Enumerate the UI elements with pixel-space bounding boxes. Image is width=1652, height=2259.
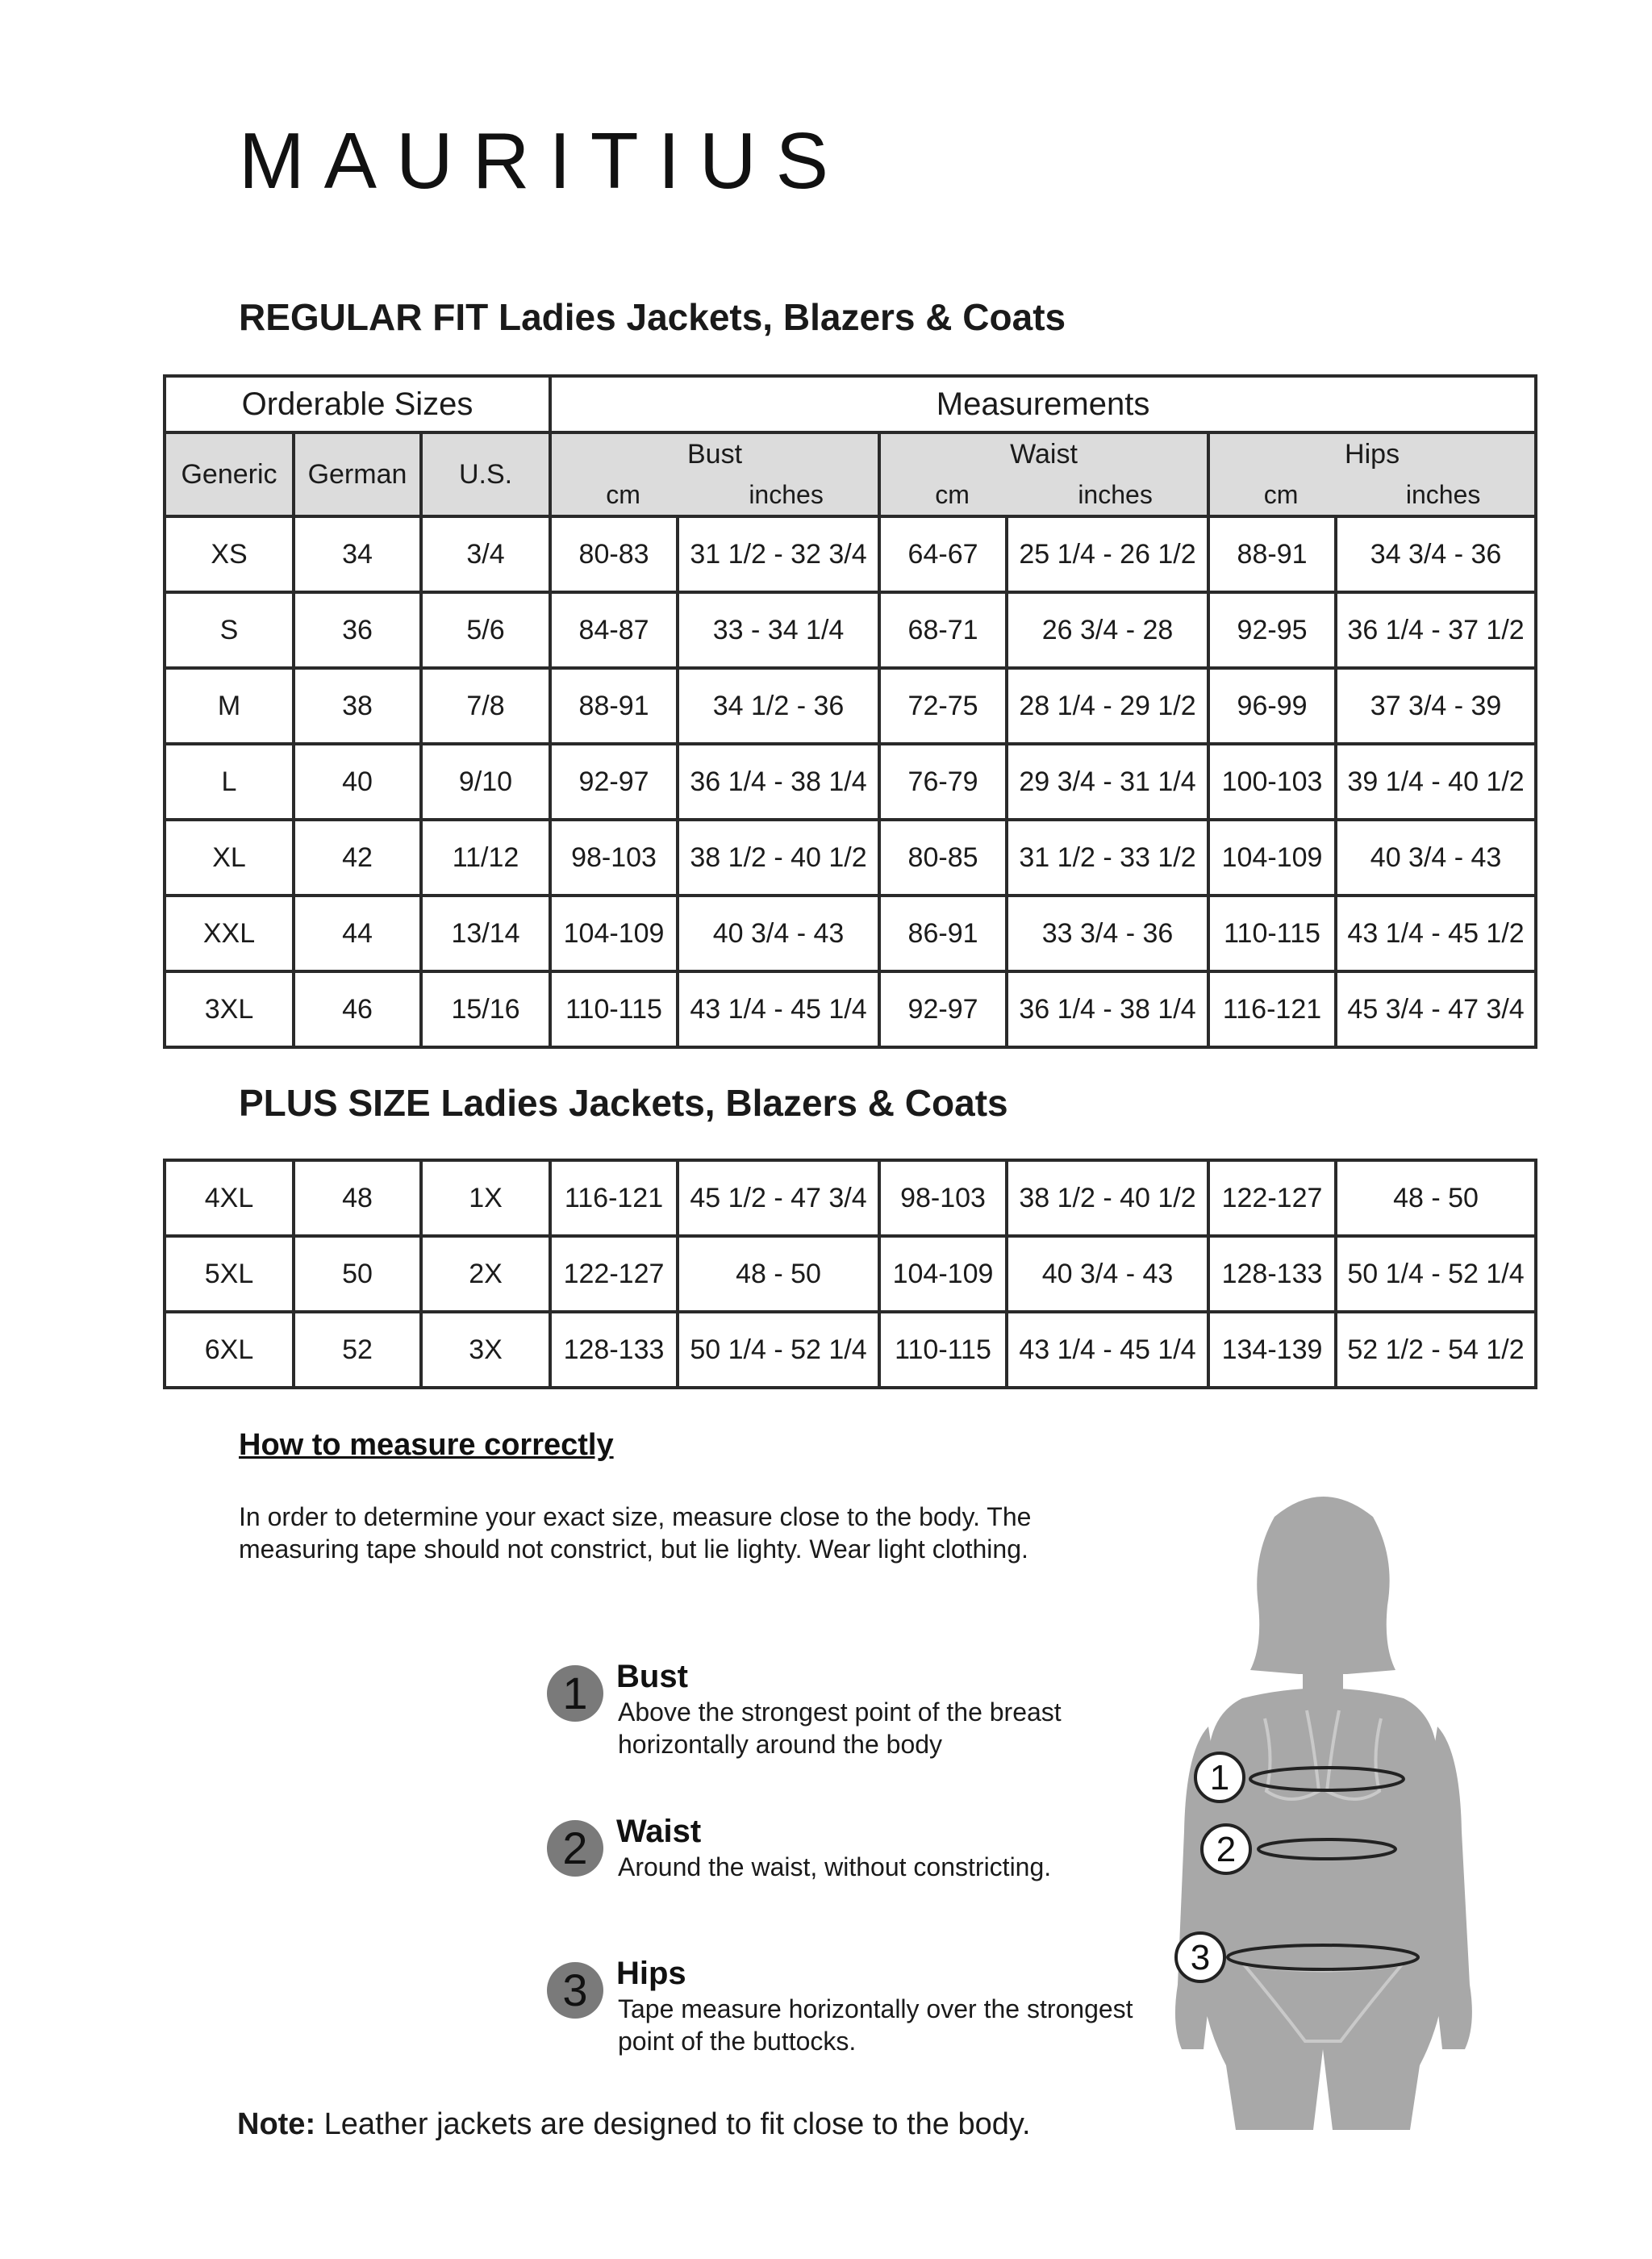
step-number-2: 2 [547, 1820, 603, 1877]
measurements-header: Measurements [550, 376, 1536, 432]
hips-cm-label: cm [1263, 480, 1299, 509]
step-title-waist: Waist [616, 1814, 702, 1849]
table-cell: 40 [294, 744, 421, 820]
table-cell: 5XL [165, 1236, 294, 1312]
hips-header [1208, 432, 1536, 516]
bust-cm-label: cm [606, 480, 640, 509]
table-cell: L [165, 744, 294, 820]
table-cell: 39 1/4 - 40 1/2 [1336, 744, 1536, 820]
table-cell: 25 1/4 - 26 1/2 [1007, 516, 1208, 592]
table-cell: 128-133 [550, 1312, 678, 1388]
table-cell: 122-127 [1208, 1160, 1336, 1236]
table-row [165, 971, 1536, 1047]
table-cell: 3/4 [421, 516, 550, 592]
brand-logo: MAURITIUS [239, 116, 848, 205]
table-cell: 52 [294, 1312, 421, 1388]
table-cell: 50 1/4 - 52 1/4 [678, 1312, 879, 1388]
table-cell: 34 1/2 - 36 [678, 668, 879, 744]
table-cell: XS [165, 516, 294, 592]
table-cell: 64-67 [879, 516, 1007, 592]
table-cell: 45 3/4 - 47 3/4 [1336, 971, 1536, 1047]
waist-cm-label: cm [935, 480, 970, 509]
step-title-bust: Bust [616, 1659, 688, 1694]
table-cell: 92-95 [1208, 592, 1336, 668]
table-row [165, 896, 1536, 971]
note-label: Note: [237, 2107, 316, 2141]
table-cell: 3XL [165, 971, 294, 1047]
table-cell: 42 [294, 820, 421, 896]
table-cell: 38 1/2 - 40 1/2 [678, 820, 879, 896]
leather-note [237, 2107, 1031, 2142]
bust-label: Bust [687, 439, 743, 470]
table-cell: 46 [294, 971, 421, 1047]
table-cell: 72-75 [879, 668, 1007, 744]
step-number-1: 1 [547, 1665, 603, 1722]
generic-header: Generic [165, 432, 294, 516]
figure-marker-1-label: 1 [1209, 1758, 1230, 1798]
table-cell: 116-121 [1208, 971, 1336, 1047]
table-cell: 37 3/4 - 39 [1336, 668, 1536, 744]
table-cell: 104-109 [550, 896, 678, 971]
table-cell: 43 1/4 - 45 1/4 [678, 971, 879, 1047]
table-cell: 6XL [165, 1312, 294, 1388]
table-cell: 26 3/4 - 28 [1007, 592, 1208, 668]
table-cell: 40 3/4 - 43 [1336, 820, 1536, 896]
table-cell: XXL [165, 896, 294, 971]
table-cell: 116-121 [550, 1160, 678, 1236]
table-row [165, 744, 1536, 820]
table-cell: 11/12 [421, 820, 550, 896]
table-cell: 36 1/4 - 38 1/4 [678, 744, 879, 820]
table-cell: 134-139 [1208, 1312, 1336, 1388]
table-cell: 48 [294, 1160, 421, 1236]
table-cell: 92-97 [879, 971, 1007, 1047]
table-cell: 68-71 [879, 592, 1007, 668]
table-row [165, 820, 1536, 896]
bust-inches-label: inches [749, 480, 824, 509]
table-cell: 88-91 [1208, 516, 1336, 592]
table-cell: M [165, 668, 294, 744]
table-cell: 110-115 [1208, 896, 1336, 971]
table-cell: 92-97 [550, 744, 678, 820]
table-cell: 84-87 [550, 592, 678, 668]
table-cell: 2X [421, 1236, 550, 1312]
table-cell: 50 [294, 1236, 421, 1312]
table-cell: 1X [421, 1160, 550, 1236]
table-cell: XL [165, 820, 294, 896]
hips-inches-label: inches [1405, 480, 1481, 509]
table-cell: 40 3/4 - 43 [678, 896, 879, 971]
table-cell: 4XL [165, 1160, 294, 1236]
figure-marker-3-label: 3 [1190, 1938, 1211, 1977]
hips-label: Hips [1345, 439, 1400, 470]
step-number-3: 3 [547, 1962, 603, 2019]
table-cell: 36 1/4 - 38 1/4 [1007, 971, 1208, 1047]
table-row [165, 1160, 1536, 1236]
note-text: Leather jackets are designed to fit close to the body. [315, 2107, 1031, 2141]
table-cell: 100-103 [1208, 744, 1336, 820]
table-cell: 36 1/4 - 37 1/2 [1336, 592, 1536, 668]
table-cell: 110-115 [879, 1312, 1007, 1388]
table-cell: 44 [294, 896, 421, 971]
table-cell: 34 3/4 - 36 [1336, 516, 1536, 592]
table-cell: 88-91 [550, 668, 678, 744]
regular-size-table [163, 374, 1537, 1049]
bust-header [550, 432, 879, 516]
table-cell: 122-127 [550, 1236, 678, 1312]
table-cell: 36 [294, 592, 421, 668]
table-cell: 33 - 34 1/4 [678, 592, 879, 668]
table-cell: 104-109 [879, 1236, 1007, 1312]
table-row [165, 1236, 1536, 1312]
table-cell: 98-103 [879, 1160, 1007, 1236]
waist-label: Waist [1010, 439, 1078, 470]
table-cell: 31 1/2 - 32 3/4 [678, 516, 879, 592]
table-cell: 43 1/4 - 45 1/2 [1336, 896, 1536, 971]
table-cell: 98-103 [550, 820, 678, 896]
table-cell: 3X [421, 1312, 550, 1388]
table-cell: 80-85 [879, 820, 1007, 896]
table-cell: 43 1/4 - 45 1/4 [1007, 1312, 1208, 1388]
table-cell: 104-109 [1208, 820, 1336, 896]
table-cell: 13/14 [421, 896, 550, 971]
table-row [165, 668, 1536, 744]
plus-size-table [163, 1159, 1537, 1389]
table-cell: 40 3/4 - 43 [1007, 1236, 1208, 1312]
table-row [165, 592, 1536, 668]
table-cell: 28 1/4 - 29 1/2 [1007, 668, 1208, 744]
table-cell: 96-99 [1208, 668, 1336, 744]
waist-inches-label: inches [1078, 480, 1153, 509]
table-cell: 52 1/2 - 54 1/2 [1336, 1312, 1536, 1388]
table-cell: 38 [294, 668, 421, 744]
table-cell: 48 - 50 [1336, 1160, 1536, 1236]
step-title-hips: Hips [616, 1956, 686, 1991]
table-cell: 33 3/4 - 36 [1007, 896, 1208, 971]
table-cell: 86-91 [879, 896, 1007, 971]
german-header: German [294, 432, 421, 516]
us-header: U.S. [421, 432, 550, 516]
table-cell: 29 3/4 - 31 1/4 [1007, 744, 1208, 820]
table-row [165, 516, 1536, 592]
figure-marker-2-label: 2 [1216, 1830, 1237, 1869]
step-desc-bust: Above the strongest point of the breast horizontally around the body [618, 1697, 1062, 1759]
table-cell: 31 1/2 - 33 1/2 [1007, 820, 1208, 896]
measure-intro-text: In order to determine your exact size, measure close to the body. The measuring tape should not constrict, but lie lighty. Wear light clothing. [239, 1502, 1032, 1564]
table-cell: 7/8 [421, 668, 550, 744]
table-cell: 15/16 [421, 971, 550, 1047]
table-row [165, 1312, 1536, 1388]
plus-size-title: PLUS SIZE Ladies Jackets, Blazers & Coats [239, 1082, 1008, 1124]
table-cell: 45 1/2 - 47 3/4 [678, 1160, 879, 1236]
table-cell: 48 - 50 [678, 1236, 879, 1312]
table-cell: 9/10 [421, 744, 550, 820]
step-desc-hips: Tape measure horizontally over the strongest point of the buttocks. [618, 1994, 1133, 2056]
table-cell: 80-83 [550, 516, 678, 592]
table-cell: 128-133 [1208, 1236, 1336, 1312]
body-measurement-figure [1153, 1484, 1492, 2130]
table-cell: 38 1/2 - 40 1/2 [1007, 1160, 1208, 1236]
regular-fit-title: REGULAR FIT Ladies Jackets, Blazers & Coats [239, 296, 1066, 338]
table-cell: 50 1/4 - 52 1/4 [1336, 1236, 1536, 1312]
woman-silhouette [1175, 1497, 1472, 2130]
step-desc-waist: Around the waist, without constricting. [618, 1852, 1052, 1881]
waist-header [879, 432, 1208, 516]
table-cell: 76-79 [879, 744, 1007, 820]
table-cell: 34 [294, 516, 421, 592]
orderable-sizes-header: Orderable Sizes [165, 376, 550, 432]
table-cell: 110-115 [550, 971, 678, 1047]
table-cell: 5/6 [421, 592, 550, 668]
table-cell: S [165, 592, 294, 668]
how-to-measure-title: How to measure correctly [239, 1428, 614, 1462]
